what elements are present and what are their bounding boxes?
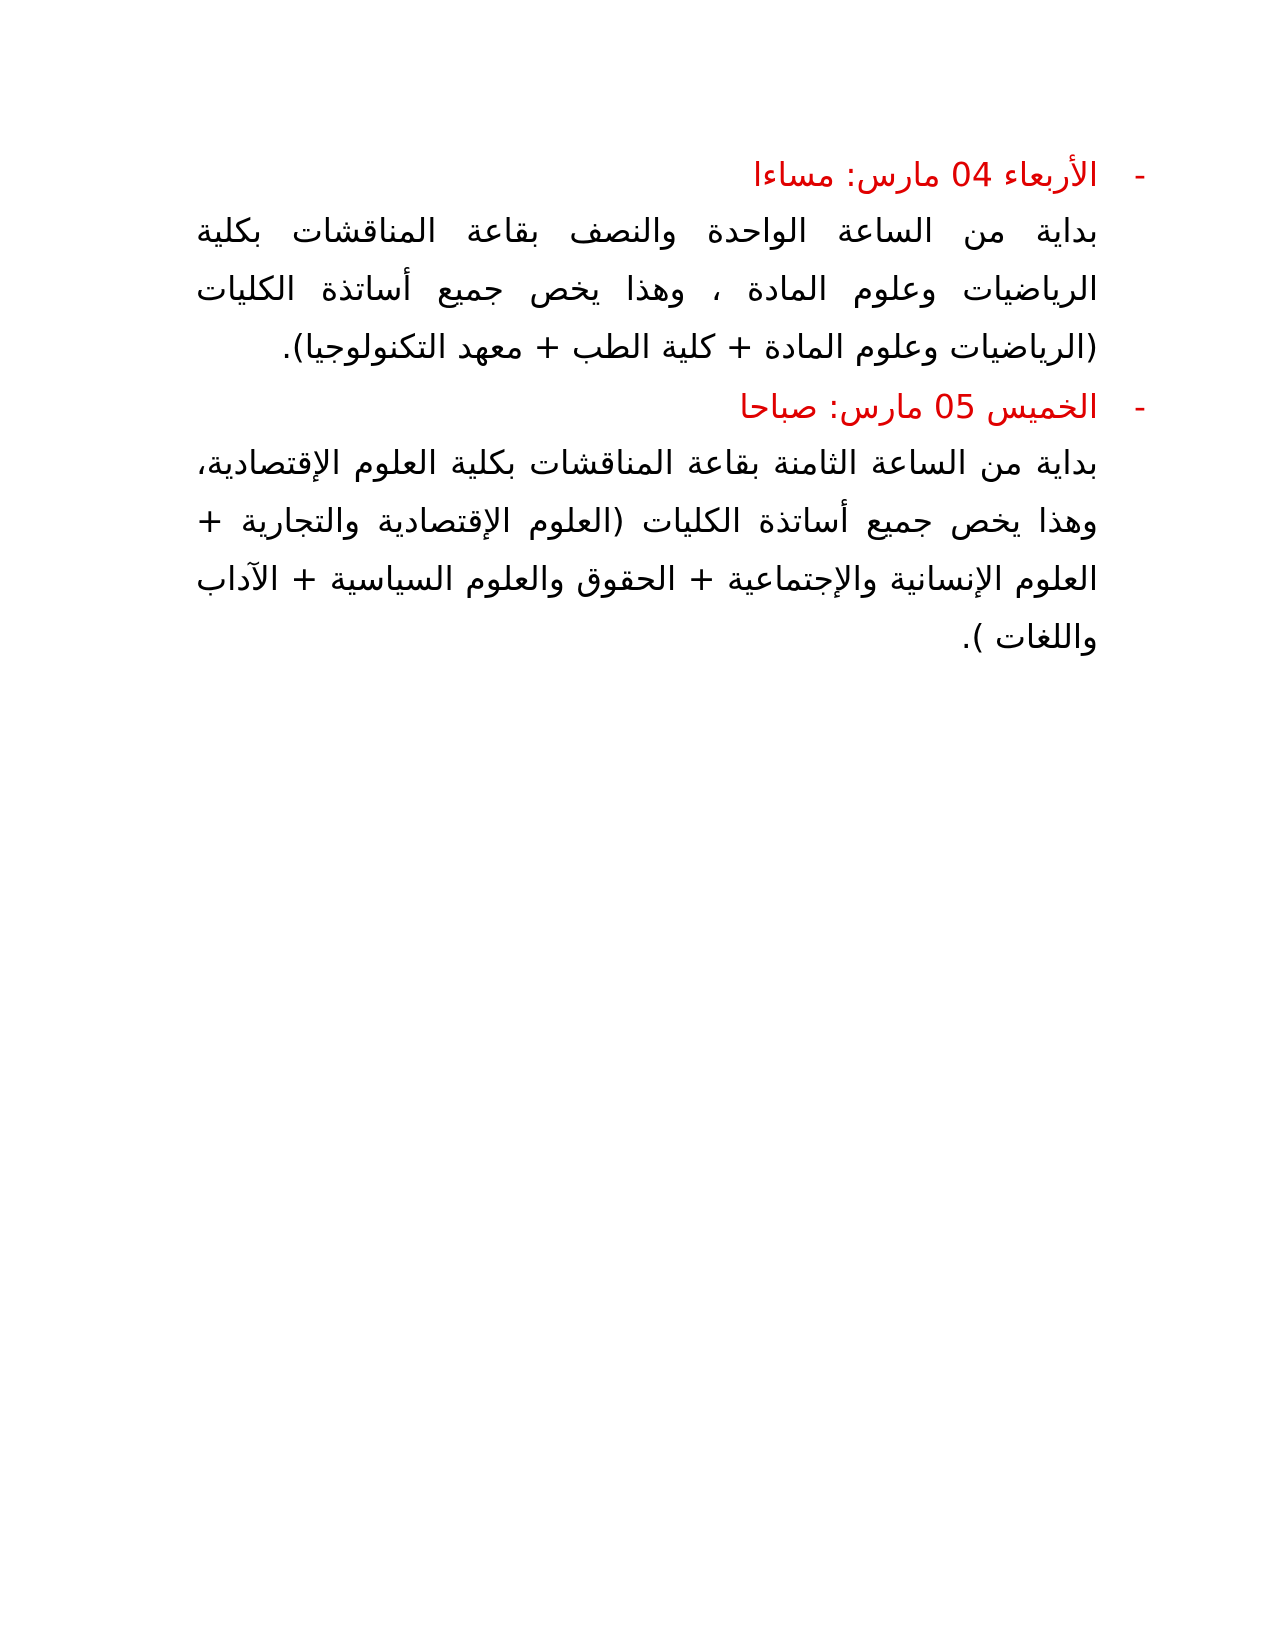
schedule-entry-thursday [150,380,1150,666]
entry-heading-text: الخميس 05 مارس: صباحا [739,387,1098,426]
entry-heading-text: الأربعاء 04 مارس: مساءا [753,155,1098,194]
bullet-dash: - [1134,387,1146,426]
entry-heading [150,380,1150,434]
entry-body-text: بداية من الساعة الواحدة والنصف بقاعة المناقشات بكلية الرياضيات وعلوم المادة ، وهذا يخص جميع أساتذة الكليات (الرياضيات وعلوم المادة + كلية الطب + معهد التكنولوجيا). [196,211,1098,366]
schedule-entry-wednesday [150,148,1150,376]
announcement-list [150,148,1150,666]
entry-body-text: بداية من الساعة الثامنة بقاعة المناقشات بكلية العلوم الإقتصادية، وهذا يخص جميع أساتذة الكليات (العلوم الإقتصادية والتجارية + العلوم الإنسانية والإجتماعية + الحقوق والعلوم السياسية + الآداب واللغات ). [196,443,1098,656]
bullet-dash: - [1134,155,1146,194]
entry-heading [150,148,1150,202]
